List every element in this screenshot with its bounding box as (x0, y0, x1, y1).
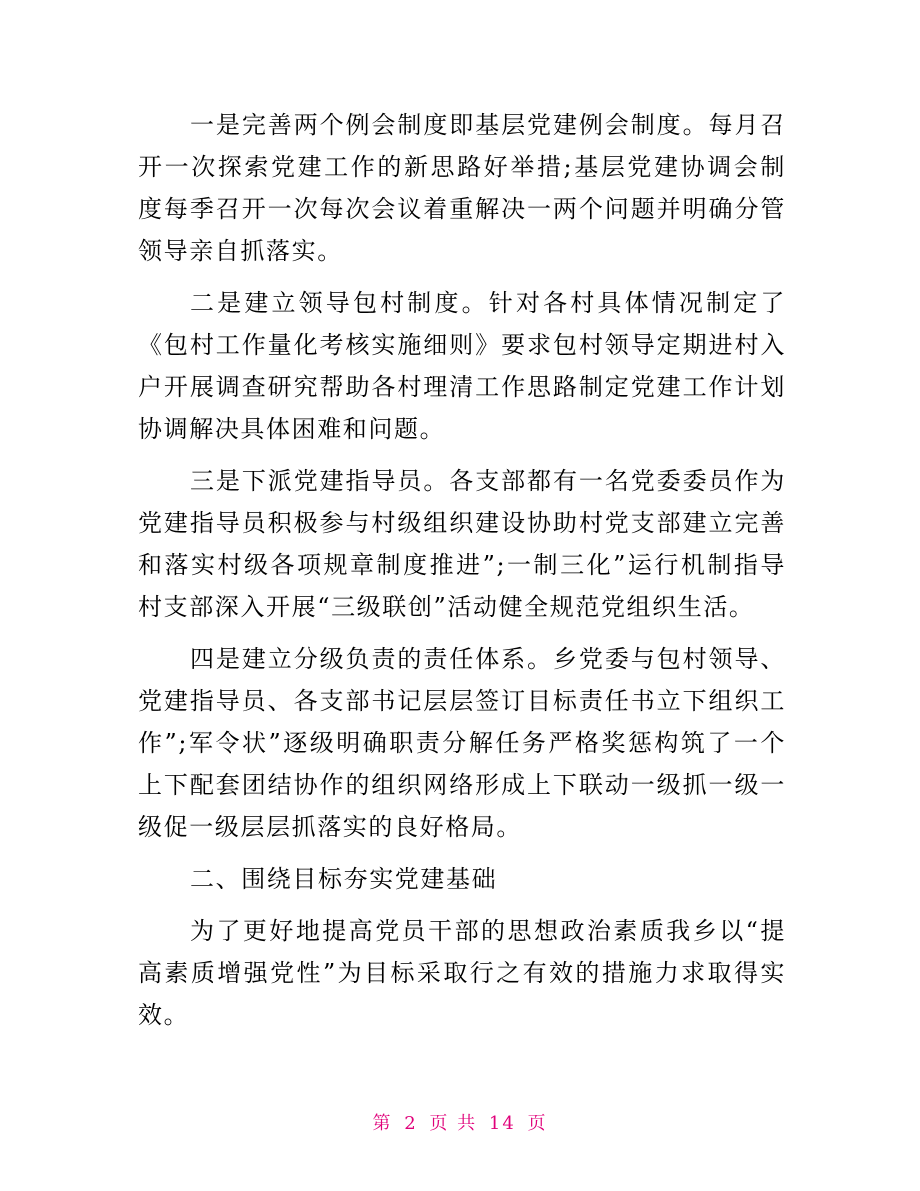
footer-total-pages: 14 (488, 1113, 516, 1134)
paragraph-4: 四是建立分级负责的责任体系。乡党委与包村领导、党建指导员、各支部书记层层签订目标责任书立下组织工作”;军令状”逐级明确职责分解任务严格奖惩构筑了一个上下配套团结协作的组织网络形成上下联动一级抓一级一级促一级层层抓落实的良好格局。 (138, 645, 786, 841)
paragraph-5: 为了更好地提高党员干部的思想政治素质我乡以“提高素质增强党性”为目标采取行之有效的措施力求取得实效。 (138, 917, 786, 1029)
footer-page-number: 2 (404, 1113, 418, 1134)
page-footer (0, 1112, 920, 1136)
paragraph-1: 一是完善两个例会制度即基层党建例会制度。每月召开一次探索党建工作的新思路好举措;基层党建协调会制度每季召开一次每次会议着重解决一两个问题并明确分管领导亲自抓落实。 (138, 111, 786, 265)
footer-prefix: 第 (372, 1113, 393, 1134)
document-body (138, 104, 786, 1036)
footer-suffix: 页 (527, 1113, 548, 1134)
paragraph-2: 二是建立领导包村制度。针对各村具体情况制定了《包村工作量化考核实施细则》要求包村领导定期进村入户开展调查研究帮助各村理清工作思路制定党建工作计划协调解决具体困难和问题。 (138, 289, 786, 443)
section-heading: 二、围绕目标夯实党建基础 (190, 865, 498, 893)
paragraph-3: 三是下派党建指导员。各支部都有一名党委委员作为党建指导员积极参与村级组织建设协助村党支部建立完善和落实村级各项规章制度推进”;一制三化”运行机制指导村支部深入开展“三级联创”活动健全规范党组织生活。 (138, 467, 786, 621)
footer-middle: 页 共 (429, 1113, 478, 1134)
